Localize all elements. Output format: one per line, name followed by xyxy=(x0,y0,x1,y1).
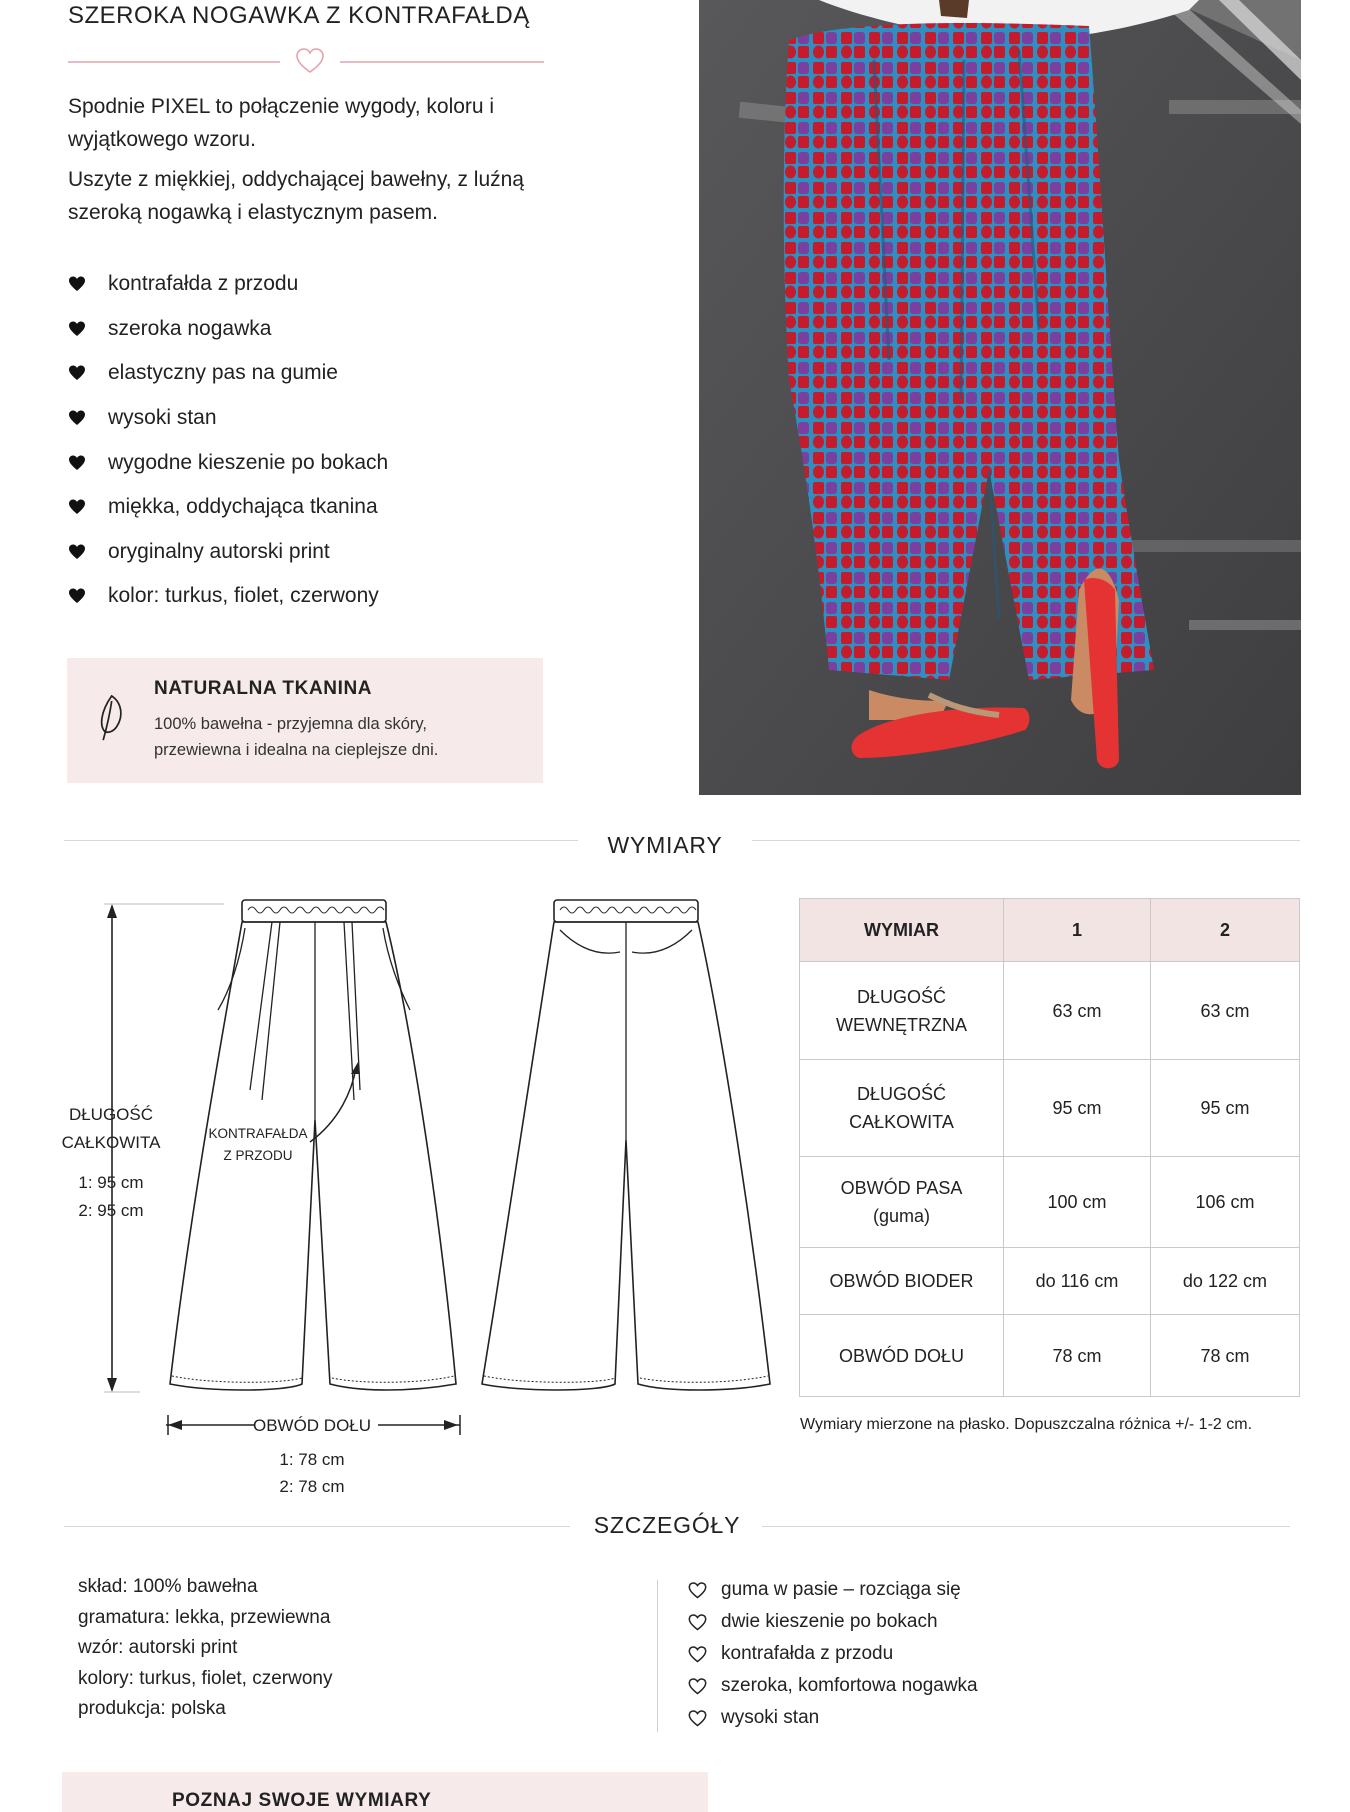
size-guide-title: POZNAJ SWOJE WYMIARY xyxy=(172,1790,432,1811)
size-table-label: OBWÓD BIODER xyxy=(800,1248,1004,1315)
size-table-label: DŁUGOŚĆ WEWNĘTRZNA xyxy=(800,962,1004,1060)
details-spec-item: gramatura: lekka, przewiewna xyxy=(78,1606,331,1628)
size-table-cell: 106 cm xyxy=(1150,1157,1299,1248)
size-table-header: 2 xyxy=(1150,899,1299,962)
details-features xyxy=(688,1574,978,1734)
feature-item xyxy=(68,262,388,307)
details-specs xyxy=(78,1572,332,1725)
fabric-box-text xyxy=(154,711,514,763)
feature-label: kontrafałda z przodu xyxy=(108,272,299,296)
size-table-cell: do 116 cm xyxy=(1004,1248,1151,1315)
size-table-cell: 78 cm xyxy=(1004,1315,1151,1397)
size-table xyxy=(799,898,1300,1397)
back-view xyxy=(482,900,770,1390)
feature-label: elastyczny pas na gumie xyxy=(108,361,338,385)
feature-label: szeroka nogawka xyxy=(108,316,272,340)
fabric-box-line-1: 100% bawełna - przyjemna dla skóry, xyxy=(154,715,427,733)
size-table-row xyxy=(800,1157,1300,1248)
details-feature-label: szeroka, komfortowa nogawka xyxy=(721,1675,978,1696)
details-feature-label: dwie kieszenie po bokach xyxy=(721,1611,938,1632)
details-feature-label: guma w pasie – rozciąga się xyxy=(721,1579,961,1600)
size-table-header-row xyxy=(800,899,1300,962)
product-photo xyxy=(699,0,1301,795)
heart-divider xyxy=(68,46,544,76)
size-table-cell: 100 cm xyxy=(1004,1157,1151,1248)
size-table-cell: 95 cm xyxy=(1004,1060,1151,1157)
feature-item xyxy=(68,307,388,352)
measurement-note: Wymiary mierzone na płasko. Dopuszczalna różnica +/- 1-2 cm. xyxy=(800,1416,1253,1433)
measurements-divider-left xyxy=(64,840,578,841)
size-table-row xyxy=(800,1248,1300,1315)
size-table-cell: do 122 cm xyxy=(1150,1248,1299,1315)
fabric-info-box xyxy=(67,658,543,783)
feature-label: wygodne kieszenie po bokach xyxy=(108,450,389,474)
feature-item xyxy=(68,574,388,619)
details-spec-item: kolory: turkus, fiolet, czerwony xyxy=(78,1667,333,1689)
heart-outline-icon xyxy=(688,1646,707,1663)
size-table-label: OBWÓD DOŁU xyxy=(800,1315,1004,1397)
length-value-1: 1: 95 cm xyxy=(78,1173,144,1192)
feature-label: miękka, oddychająca tkanina xyxy=(108,495,378,519)
fabric-box-line-2: przewiewna i idealna na cieplejsze dni. xyxy=(154,741,439,759)
details-column-divider xyxy=(657,1580,658,1732)
feature-label: wysoki stan xyxy=(108,406,217,430)
size-guide-box xyxy=(62,1772,708,1812)
heart-icon xyxy=(68,365,86,381)
size-table-cell: 78 cm xyxy=(1150,1315,1299,1397)
hem-label: OBWÓD DOŁU xyxy=(252,1416,372,1435)
heart-outline-icon xyxy=(688,1678,707,1695)
pleat-label-line-1: KONTRAFAŁDA xyxy=(208,1126,308,1141)
heart-icon xyxy=(68,455,86,471)
details-divider-left xyxy=(64,1526,570,1527)
hem-value-1: 1: 78 cm xyxy=(279,1450,345,1469)
details-feature-item xyxy=(688,1702,978,1734)
details-spec-item: produkcja: polska xyxy=(78,1698,226,1719)
feature-label: kolor: turkus, fiolet, czerwony xyxy=(108,584,379,608)
intro-text xyxy=(68,90,588,236)
feature-item xyxy=(68,485,388,530)
details-feature-item xyxy=(688,1574,978,1606)
size-table-cell: 95 cm xyxy=(1150,1060,1299,1157)
size-table-header: WYMIAR xyxy=(800,899,1004,962)
heart-icon xyxy=(68,276,86,292)
measurements-divider-right xyxy=(752,840,1300,841)
heart-outline-icon xyxy=(688,1614,707,1631)
pants-technical-drawing xyxy=(40,880,780,1510)
feature-label: oryginalny autorski print xyxy=(108,539,330,563)
size-table-label: OBWÓD PASA (guma) xyxy=(800,1157,1004,1248)
details-divider-right xyxy=(762,1526,1290,1527)
size-table-row xyxy=(800,1060,1300,1157)
feature-item xyxy=(68,440,388,485)
product-subtitle: SZEROKA NOGAWKA Z KONTRAFAŁDĄ xyxy=(68,2,530,29)
details-feature-label: kontrafałda z przodu xyxy=(721,1643,894,1664)
details-spec-item: skład: 100% bawełna xyxy=(78,1576,258,1597)
front-view xyxy=(170,900,456,1390)
intro-paragraph-1: Spodnie PIXEL to połączenie wygody, koloru i wyjątkowego wzoru. xyxy=(68,95,495,151)
details-feature-label: wysoki stan xyxy=(721,1707,820,1728)
hem-value-2: 2: 78 cm xyxy=(279,1477,345,1496)
details-feature-item xyxy=(688,1670,978,1702)
size-table-row xyxy=(800,962,1300,1060)
intro-paragraph-2: Uszyte z miękkiej, oddychającej bawełny, z luźną szeroką nogawką i elastycznym pasem. xyxy=(68,168,524,224)
size-table-cell: 63 cm xyxy=(1150,962,1299,1060)
heart-outline-icon xyxy=(297,49,323,72)
size-table-row xyxy=(800,1315,1300,1397)
heart-outline-icon xyxy=(688,1710,707,1727)
details-spec-item: wzór: autorski print xyxy=(78,1637,238,1658)
feature-item xyxy=(68,530,388,575)
heart-icon xyxy=(68,544,86,560)
details-feature-item xyxy=(688,1638,978,1670)
pleat-label-line-2: Z PRZODU xyxy=(223,1148,293,1163)
feature-list xyxy=(68,262,388,619)
heart-icon xyxy=(68,410,86,426)
length-label-line-1: DŁUGOŚĆ xyxy=(68,1105,154,1124)
heart-icon xyxy=(68,499,86,515)
measurements-title: WYMIARY xyxy=(607,832,723,858)
details-feature-item xyxy=(688,1606,978,1638)
length-label-line-2: CAŁKOWITA xyxy=(61,1133,161,1152)
size-table-cell: 63 cm xyxy=(1004,962,1151,1060)
feature-item xyxy=(68,351,388,396)
size-table-label: DŁUGOŚĆ CAŁKOWITA xyxy=(800,1060,1004,1157)
size-table-header: 1 xyxy=(1004,899,1151,962)
heart-icon xyxy=(68,321,86,337)
details-title: SZCZEGÓŁY xyxy=(593,1512,741,1538)
heart-icon xyxy=(68,588,86,604)
length-value-2: 2: 95 cm xyxy=(78,1201,144,1220)
fabric-box-title: NATURALNA TKANINA xyxy=(154,678,373,699)
heart-outline-icon xyxy=(688,1582,707,1599)
leaf-icon xyxy=(93,692,127,744)
feature-item xyxy=(68,396,388,441)
